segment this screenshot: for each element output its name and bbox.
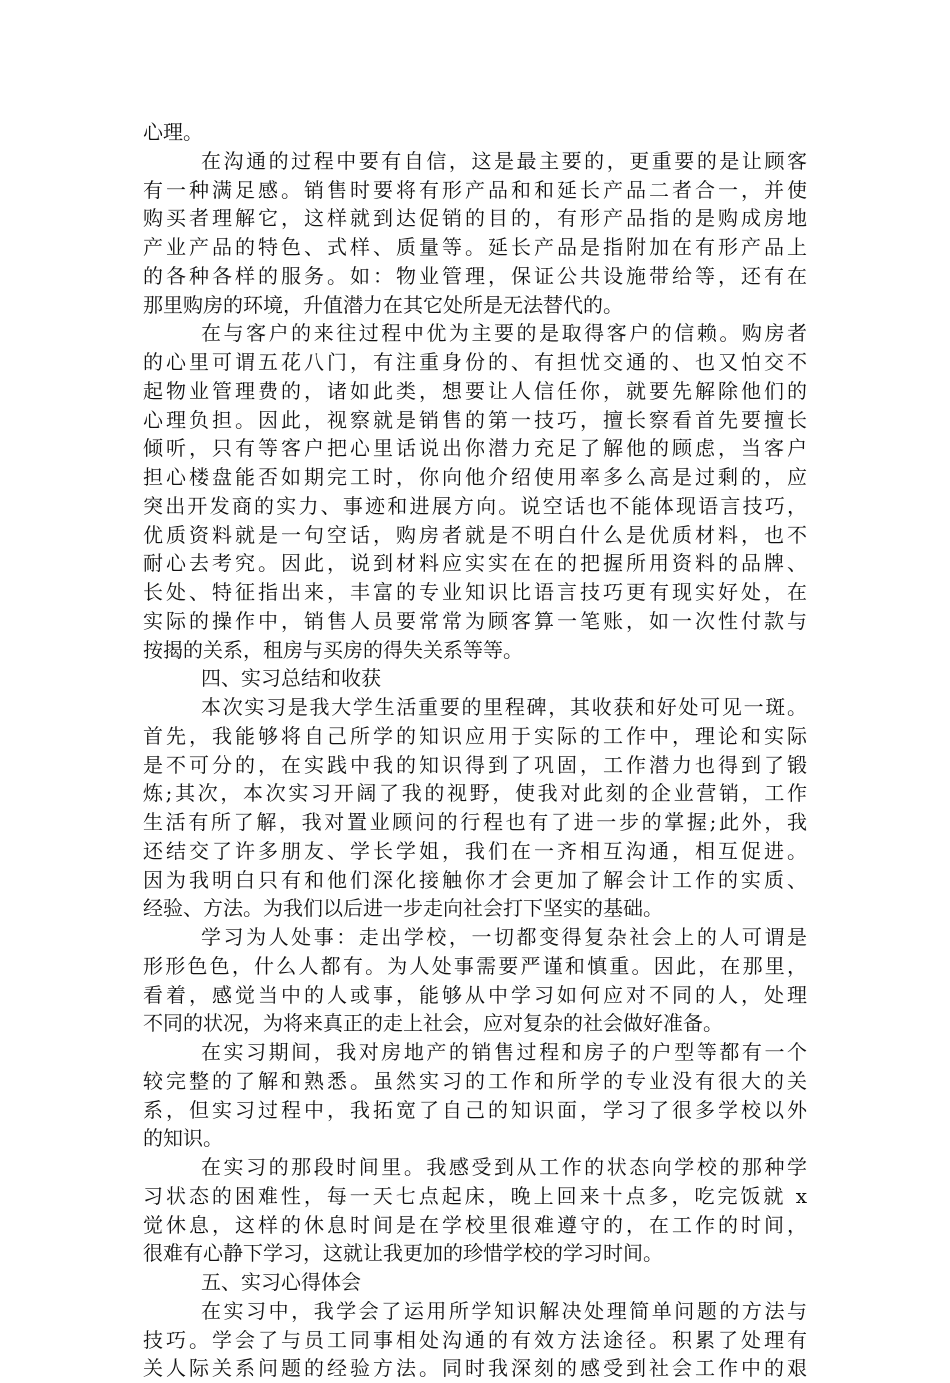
text-line: 四、实习总结和收获 [201,666,381,691]
text-line: 是不可分的，在实践中我的知识得到了巩固，工作潜力也得到了锻 [143,752,807,777]
text-line: 产业产品的特色、式样、质量等。延长产品是指附加在有形产品上 [143,235,807,259]
text-line: 在实习的那段时间里。我感受到从工作的状态向学校的那种学 [201,1155,807,1179]
text-line: 在实习期间，我对房地产的销售过程和房子的户型等都有一个 [201,1040,807,1064]
text-line: 购买者理解它，这样就到达促销的目的，有形产品指的是购成房地 [143,206,807,231]
text-line: 按揭的关系，租房与买房的得失关系等等。 [143,637,523,662]
text-line: 倾听，只有等客户把心里话说出你潜力充足了解他的顾虑，当客户 [143,436,807,461]
text-line: 系，但实习过程中，我拓宽了自己的知识面，学习了很多学校以外 [143,1097,807,1122]
text-line: 实际的操作中，销售人员要常常为顾客算一笔账，如一次性付款与 [143,608,807,633]
text-line: 因为我明白只有和他们深化接触你才会更加了解会计工作的实质、 [143,867,807,892]
document-body [143,118,807,1383]
text-line: 较完整的了解和熟悉。虽然实习的工作和所学的专业没有很大的关 [143,1068,807,1093]
text-line: 炼;其次，本次实习开阔了我的视野，使我对此刻的企业营销，工作 [143,781,807,806]
text-line: 本次实习是我大学生活重要的里程碑，其收获和好处可见一斑。 [201,695,807,719]
text-line: 习状态的困难性，每一天七点起床，晚上回来十点多，吃完饭就 x [143,1183,807,1208]
text-line: 形形色色，什么人都有。为人处事需要严谨和慎重。因此，在那里， [143,953,807,978]
text-line: 心理负担。因此，视察就是销售的第一技巧，擅长察看首先要擅长 [143,407,807,432]
text-line: 优质资料就是一句空话，购房者就是不明白什么是优质材料，也不 [143,522,807,547]
text-line: 五、实习心得体会 [201,1270,361,1294]
text-line: 在沟通的过程中要有自信，这是最主要的，更重要的是让顾客 [201,148,807,173]
text-line: 学习为人处事：走出学校，一切都变得复杂社会上的人可谓是 [201,925,807,949]
text-line: 起物业管理费的，诸如此类，想要让人信任你，就要先解除他们的 [143,378,807,403]
text-line: 那里购房的环境，升值潜力在其它处所是无法替代的。 [143,292,623,317]
text-line: 的知识。 [143,1126,223,1151]
text-line: 还结交了许多朋友、学长学姐，我们在一齐相互沟通，相互促进。 [143,838,807,863]
text-line: 耐心去考究。因此，说到材料应实实在在的把握所用资料的品牌、 [143,551,807,576]
text-line: 不同的状况，为将来真正的走上社会，应对复杂的社会做好准备。 [143,1011,723,1036]
text-line: 的心里可谓五花八门，有注重身份的、有担忧交通的、也又怕交不 [143,350,807,374]
text-line: 看着，感觉当中的人或事，能够从中学习如何应对不同的人，处理 [143,982,807,1007]
text-line: 经验、方法。为我们以后进一步走向社会打下坚实的基础。 [143,896,663,921]
text-line: 突出开发商的实力、事迹和进展方向。说空话也不能体现语言技巧， [143,493,807,518]
text-line: 心理。 [143,120,203,144]
text-line: 长处、特征指出来，丰富的专业知识比语言技巧更有现实好处，在 [143,580,807,604]
text-line: 担心楼盘能否如期完工时，你向他介绍使用率多么高是过剩的，应 [143,465,807,489]
text-line: 觉休息，这样的休息时间是在学校里很难遵守的，在工作的时间， [143,1212,807,1237]
text-line: 在实习中，我学会了运用所学知识解决处理简单问题的方法与 [201,1298,807,1323]
text-line: 技巧。学会了与员工同事相处沟通的有效方法途径。积累了处理有 [143,1327,807,1352]
text-line: 的各种各样的服务。如：物业管理，保证公共设施带给等，还有在 [143,263,807,288]
text-line: 很难有心静下学习，这就让我更加的珍惜学校的学习时间。 [143,1241,663,1266]
text-line: 有一种满足感。销售时要将有形产品和和延长产品二者合一，并使 [143,177,807,202]
text-line: 在与客户的来往过程中优为主要的是取得客户的信赖。购房者 [201,321,807,346]
text-line: 关人际关系问题的经验方法。同时我深刻的感受到社会工作中的艰 [143,1356,807,1381]
text-line: 首先，我能够将自己所学的知识应用于实际的工作中，理论和实际 [143,723,807,748]
text-line: 生活有所了解，我对置业顾问的行程也有了进一步的掌握;此外，我 [143,810,807,834]
